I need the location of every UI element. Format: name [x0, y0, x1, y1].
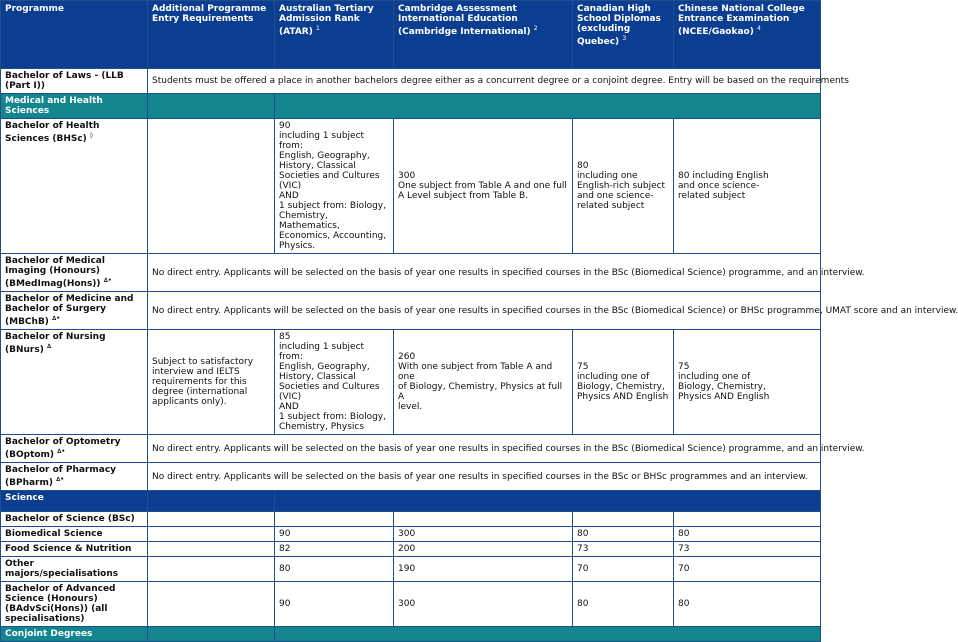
canadian-requirement: 73 [573, 542, 674, 557]
table-row [1, 557, 821, 582]
atar-requirement: 90 [275, 527, 394, 542]
programme-name: Bachelor of Advanced Science (Honours) (BAdvSci(Hons)) (all specialisations) [1, 582, 148, 627]
programme-name: Bachelor of Health Sciences (BHSc) ◊ [1, 119, 148, 254]
chinese-requirement: 70 [674, 557, 821, 582]
major-name: Biomedical Science [1, 527, 148, 542]
atar-requirement: 82 [275, 542, 394, 557]
entry-note: Students must be offered a place in another bachelors degree either as a concurrent degree or a conjoint degree. Entry will be based on the requirements [148, 69, 821, 94]
programme-name: Bachelor of Medical Imaging (Honours) (BMedImag(Hons)) ∆• [1, 254, 148, 292]
chinese-requirement: 80 [674, 582, 821, 627]
section-row-conjoint [1, 627, 821, 642]
table-row [1, 512, 821, 527]
major-name: Other majors/specialisations [1, 557, 148, 582]
section-title: Medical and Health Sciences [1, 94, 148, 119]
atar-requirement: 90 including 1 subject from: English, Geography, History, Classical Societies and Cultures (VIC) AND 1 subject from: Biology, Chemistry, Mathematics, Economics, Accounting, Physics. [275, 119, 394, 254]
section-title: Science [1, 491, 148, 512]
atar-requirement: 85 including 1 subject from: English, Geography, History, Classical Societies and Cultures (VIC) AND 1 subject from: Biology, Chemistry, Physics [275, 330, 394, 435]
table-row [1, 119, 821, 254]
programme-name: Bachelor of Nursing (BNurs) ∆ [1, 330, 148, 435]
cambridge-requirement: 300 One subject from Table A and one full A Level subject from Table B. [394, 119, 573, 254]
atar-requirement: 90 [275, 582, 394, 627]
section-row-science [1, 491, 821, 512]
entry-note: No direct entry. Applicants will be selected on the basis of year one results in specified courses in the BSc (Biomedical Science) programme, and an interview. [148, 435, 821, 463]
header-additional: Additional Programme Entry Requirements [148, 1, 275, 69]
canadian-requirement: 80 [573, 527, 674, 542]
programme-name: Bachelor of Medicine and Bachelor of Surgery (MBChB) ∆• [1, 292, 148, 330]
cambridge-requirement: 300 [394, 527, 573, 542]
canadian-requirement: 80 [573, 582, 674, 627]
table-row [1, 69, 821, 94]
table-row [1, 330, 821, 435]
additional-requirements: Subject to satisfactory interview and IELTS requirements for this degree (international applicants only). [148, 330, 275, 435]
programme-name: Bachelor of Laws - (LLB (Part I)) [1, 69, 148, 94]
entry-note: No direct entry. Applicants will be selected on the basis of year one results in specified courses in the BSc (Biomedical Science) programme, and an interview. [148, 254, 821, 292]
canadian-requirement: 75 including one of Biology, Chemistry, Physics AND English [573, 330, 674, 435]
header-chinese: Chinese National College Entrance Examination (NCEE/Gaokao) $^4$ [674, 1, 821, 69]
cambridge-requirement: 300 [394, 582, 573, 627]
cambridge-requirement: 200 [394, 542, 573, 557]
canadian-requirement: 80 including one English-rich subject and one science- related subject [573, 119, 674, 254]
table-row [1, 463, 821, 491]
table-row [1, 527, 821, 542]
cambridge-requirement: 190 [394, 557, 573, 582]
table-row [1, 254, 821, 292]
programme-name: Bachelor of Pharmacy (BPharm) ∆• [1, 463, 148, 491]
header-cambridge: Cambridge Assessment International Education (Cambridge International) $^2$ [394, 1, 573, 69]
entry-note: No direct entry. Applicants will be selected on the basis of year one results in specified courses in the BSc or BHSc programmes and an interview. [148, 463, 821, 491]
chinese-requirement: 75 including one of Biology, Chemistry, Physics AND English [674, 330, 821, 435]
section-title: Conjoint Degrees [1, 627, 148, 642]
canadian-requirement: 70 [573, 557, 674, 582]
header-canadian: Canadian High School Diplomas (excluding Quebec) $^3$ [573, 1, 674, 69]
header-programme: Programme [1, 1, 148, 69]
programme-name: Bachelor of Science (BSc) [1, 512, 148, 527]
atar-requirement: 80 [275, 557, 394, 582]
entry-note: No direct entry. Applicants will be selected on the basis of year one results in specified courses in the BSc (Biomedical Science) or BHSc programme, UMAT score and an interview. [148, 292, 821, 330]
chinese-requirement: 80 including English and once science- related subject [674, 119, 821, 254]
major-name: Food Science & Nutrition [1, 542, 148, 557]
chinese-requirement: 73 [674, 542, 821, 557]
table-row [1, 292, 821, 330]
chinese-requirement: 80 [674, 527, 821, 542]
header-row [1, 1, 821, 69]
table-row [1, 542, 821, 557]
cambridge-requirement: 260 With one subject from Table A and one of Biology, Chemistry, Physics at full A level. [394, 330, 573, 435]
header-atar: Australian Tertiary Admission Rank (ATAR) $^1$ [275, 1, 394, 69]
additional-requirements [148, 119, 275, 254]
programme-name: Bachelor of Optometry (BOptom) ∆• [1, 435, 148, 463]
table-row [1, 435, 821, 463]
section-row-medical [1, 94, 821, 119]
table-row [1, 582, 821, 627]
